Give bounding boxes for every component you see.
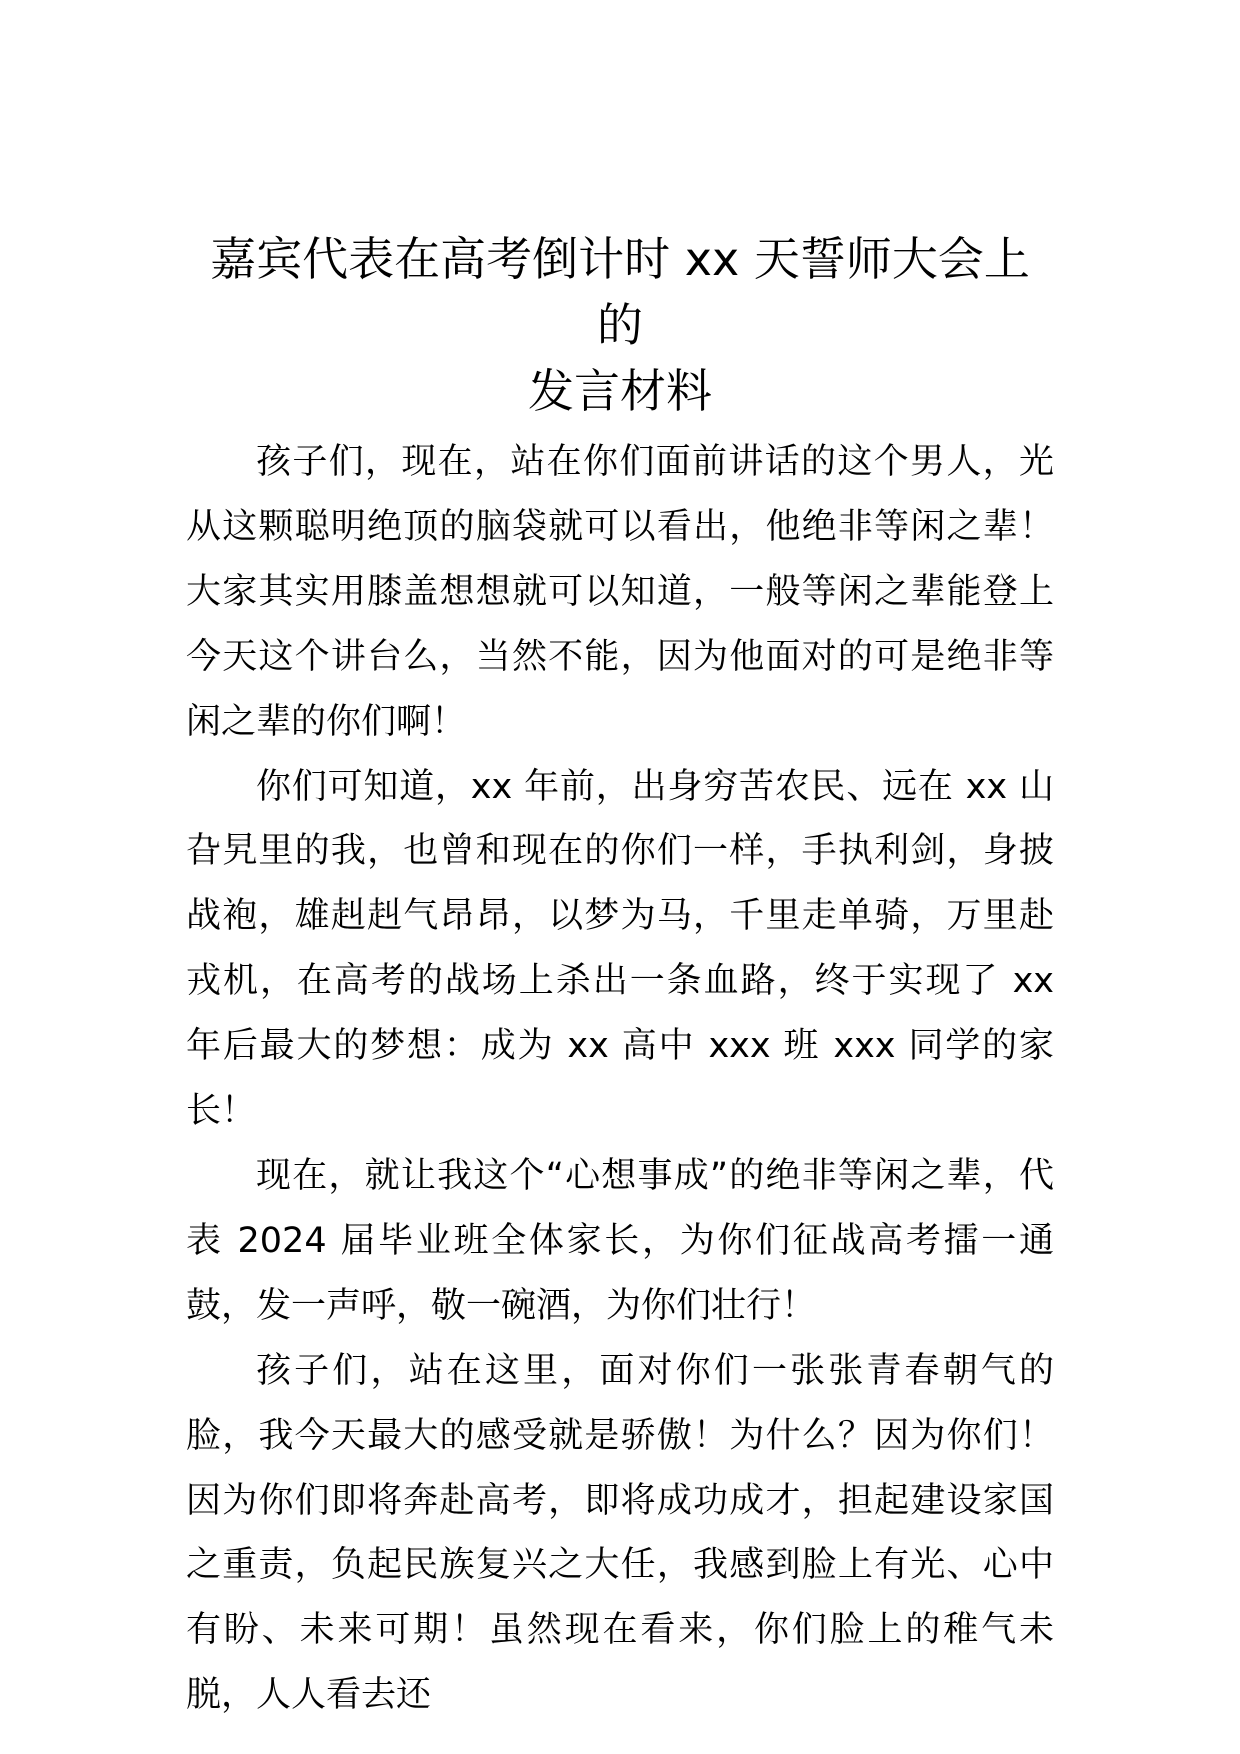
paragraph: 你们可知道，xx 年前，出身穷苦农民、远在 xx 山旮旯里的我，也曾和现在的你们一样，手执利剑，身披战袍，雄赳赳气昂昂，以梦为马，千里走单骑，万里赴戎机，在高考的战场上杀出一条血路，终于实现了 xx 年后最大的梦想：成为 xx 高中 xxx 班 xxx 同学的家长！ (186, 766, 1054, 1132)
title-line-2: 发言材料 (528, 364, 712, 418)
document-title (190, 226, 1050, 424)
document-body (186, 430, 1054, 1728)
title-line-1: 嘉宾代表在高考倒计时 xx 天誓师大会上的 (210, 232, 1030, 352)
paragraph: 孩子们，现在，站在你们面前讲话的这个男人，光从这颗聪明绝顶的脑袋就可以看出，他绝非等闲之辈！大家其实用膝盖想想就可以知道，一般等闲之辈能登上今天这个讲台么，当然不能，因为他面对的可是绝非等闲之辈的你们啊！ (186, 442, 1054, 742)
paragraph: 现在，就让我这个“心想事成”的绝非等闲之辈，代表 2024 届毕业班全体家长，为你们征战高考擂一通鼓，发一声呼，敬一碗酒，为你们壮行！ (186, 1155, 1054, 1326)
paragraph: 孩子们，站在这里，面对你们一张张青春朝气的脸，我今天最大的感受就是骄傲！为什么？因为你们！因为你们即将奔赴高考，即将成功成才，担起建设家国之重责，负起民族复兴之大任，我感到脸上有光、心中有盼、未来可期！虽然现在看来，你们脸上的稚气未脱，人人看去还 (186, 1350, 1054, 1716)
